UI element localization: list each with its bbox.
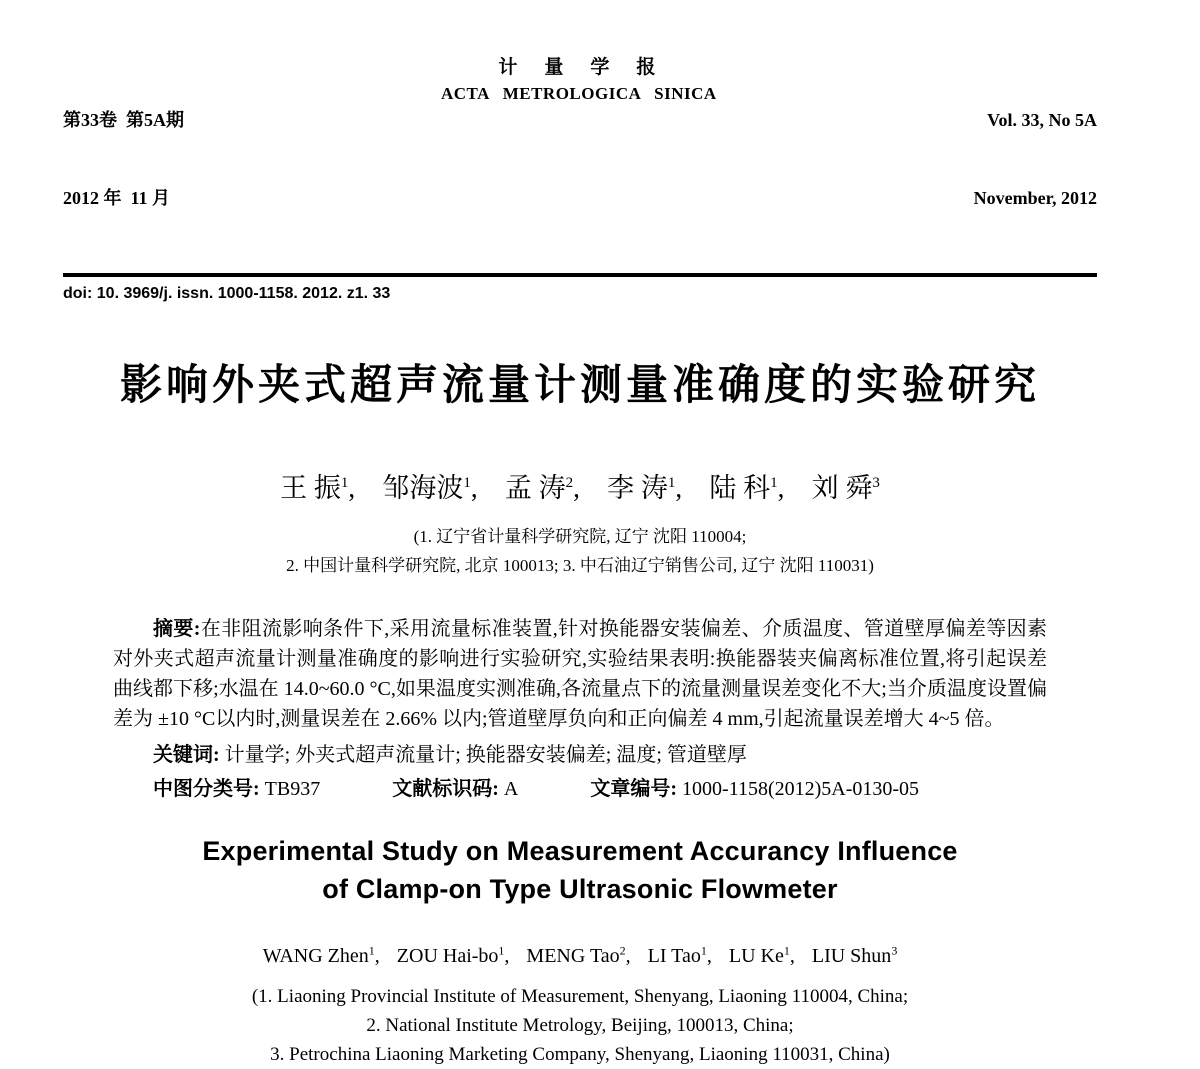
author-superscript: 3 — [891, 943, 898, 957]
date-cn: 2012 年 11 月 — [63, 188, 171, 208]
author-separator: , — [374, 944, 380, 967]
author-superscript: 1 — [498, 943, 505, 957]
doc-code-value: A — [498, 778, 519, 800]
affiliation-en-line: 3. Petrochina Liaoning Marketing Company, Shenyang, Liaoning 110031, China) — [270, 1043, 890, 1065]
journal-header — [63, 0, 1097, 263]
author-en — [263, 945, 375, 967]
authors-en — [63, 938, 1097, 968]
double-rule — [63, 273, 1097, 277]
author-separator: , — [706, 944, 712, 967]
article-title-en-line2: of Clamp-on Type Ultrasonic Flowmeter — [322, 874, 838, 904]
header-right — [974, 55, 1097, 263]
author-separator: , — [777, 473, 785, 503]
header-center — [441, 55, 717, 107]
abstract-label: 摘要: — [153, 618, 201, 640]
author-name: LIU Shun — [811, 944, 892, 967]
author-separator: , — [504, 944, 510, 967]
clc-value: TB937 — [259, 778, 321, 800]
author-superscript: 1 — [340, 475, 349, 491]
page-content — [63, 0, 1097, 1069]
author-superscript: 2 — [565, 475, 574, 491]
authors-cn — [63, 467, 1097, 504]
abstract-block — [113, 614, 1047, 804]
author-cn — [505, 473, 573, 503]
volume-issue-cn: 第33卷 第5A期 — [63, 110, 184, 130]
header-left — [63, 55, 184, 263]
classification-line — [113, 774, 1047, 804]
author-superscript: 1 — [700, 943, 707, 957]
journal-name-cn: 计 量 学 报 — [498, 57, 660, 78]
article-title-en — [63, 832, 1097, 908]
author-en — [729, 945, 790, 967]
affiliation-cn-line: 2. 中国计量科学研究院, 北京 100013; 3. 中石油辽宁销售公司, 辽宁 沈阳 110031) — [286, 556, 874, 575]
article-id-value: 1000-1158(2012)5A-0130-05 — [677, 778, 920, 800]
affiliations-cn — [63, 522, 1097, 580]
author-superscript: 1 — [368, 943, 375, 957]
abstract-text: 在非阻流影响条件下,采用流量标准装置,针对换能器安装偏差、介质温度、管道壁厚偏差等因素对外夹式超声流量计测量准确度的影响进行实验研究,实验结果表明:换能器装夹偏离标准位置,将引起误差曲线都下移;水温在 14.0~60.0 °C,如果温度实测准确,各流量点下的流量测量误差变化不大;当介质温度设置偏差为 ±10 °C以内时,测量误差在 2.66% 以内;管道壁厚负向和正向偏差 4 mm,引起流量误差增大 4~5 倍。 — [113, 618, 1047, 730]
author-cn — [607, 473, 675, 503]
article-title-cn: 影响外夹式超声流量计测量准确度的实验研究 — [119, 363, 1040, 409]
journal-name-en: ACTA METROLOGICA SINICA — [440, 84, 717, 103]
affiliation-en-line: 2. National Institute Metrology, Beijing, 100013, China; — [366, 1014, 794, 1036]
author-name: 李 涛 — [607, 473, 668, 503]
author-cn — [812, 473, 880, 503]
volume-issue-en: Vol. 33, No 5A — [987, 110, 1097, 130]
author-name: MENG Tao — [526, 944, 620, 967]
affiliation-en-line: (1. Liaoning Provincial Institute of Measurement, Shenyang, Liaoning 110004, China; — [251, 985, 909, 1007]
affiliations-en — [63, 982, 1097, 1069]
author-superscript: 2 — [619, 943, 626, 957]
abstract-paragraph — [113, 614, 1047, 734]
author-superscript: 1 — [667, 475, 676, 491]
author-en — [648, 945, 707, 967]
author-superscript: 1 — [463, 475, 471, 491]
doc-code-label: 文献标识码: — [392, 778, 499, 800]
author-name: LI Tao — [647, 944, 701, 967]
author-separator: , — [470, 473, 478, 503]
author-name: WANG Zhen — [262, 944, 369, 967]
author-name: 孟 涛 — [504, 473, 566, 503]
author-en — [812, 945, 897, 967]
author-name: 刘 舜 — [811, 473, 873, 503]
author-separator: , — [573, 473, 580, 503]
affiliation-cn-line: (1. 辽宁省计量科学研究院, 辽宁 沈阳 110004; — [413, 527, 747, 546]
author-separator: , — [625, 944, 631, 967]
article-id-label: 文章编号: — [590, 778, 678, 800]
author-superscript: 1 — [770, 475, 778, 491]
doi-line: doi: 10. 3969/j. issn. 1000-1158. 2012. z1. 33 — [63, 285, 391, 302]
date-en: November, 2012 — [973, 188, 1097, 208]
article-title-en-line1: Experimental Study on Measurement Accurancy Influence — [202, 836, 958, 866]
author-cn — [709, 473, 777, 503]
keywords-text: 计量学; 外夹式超声流量计; 换能器安装偏差; 温度; 管道壁厚 — [219, 744, 747, 766]
author-separator: , — [675, 473, 683, 503]
author-separator: , — [348, 473, 356, 503]
keywords-line — [113, 740, 1047, 770]
author-cn — [280, 473, 348, 503]
author-separator: , — [789, 944, 795, 967]
keywords-label: 关键词: — [153, 744, 220, 766]
clc-label: 中图分类号: — [153, 778, 260, 800]
author-name: LU Ke — [728, 944, 784, 967]
author-name: 邹海波 — [382, 473, 464, 503]
author-superscript: 3 — [872, 475, 880, 491]
author-en — [526, 945, 625, 967]
author-superscript: 1 — [783, 943, 790, 957]
author-name: 陆 科 — [709, 473, 771, 503]
author-cn — [382, 473, 471, 503]
author-name: 王 振 — [280, 473, 341, 503]
author-en — [397, 945, 505, 967]
author-name: ZOU Hai-bo — [396, 944, 499, 967]
